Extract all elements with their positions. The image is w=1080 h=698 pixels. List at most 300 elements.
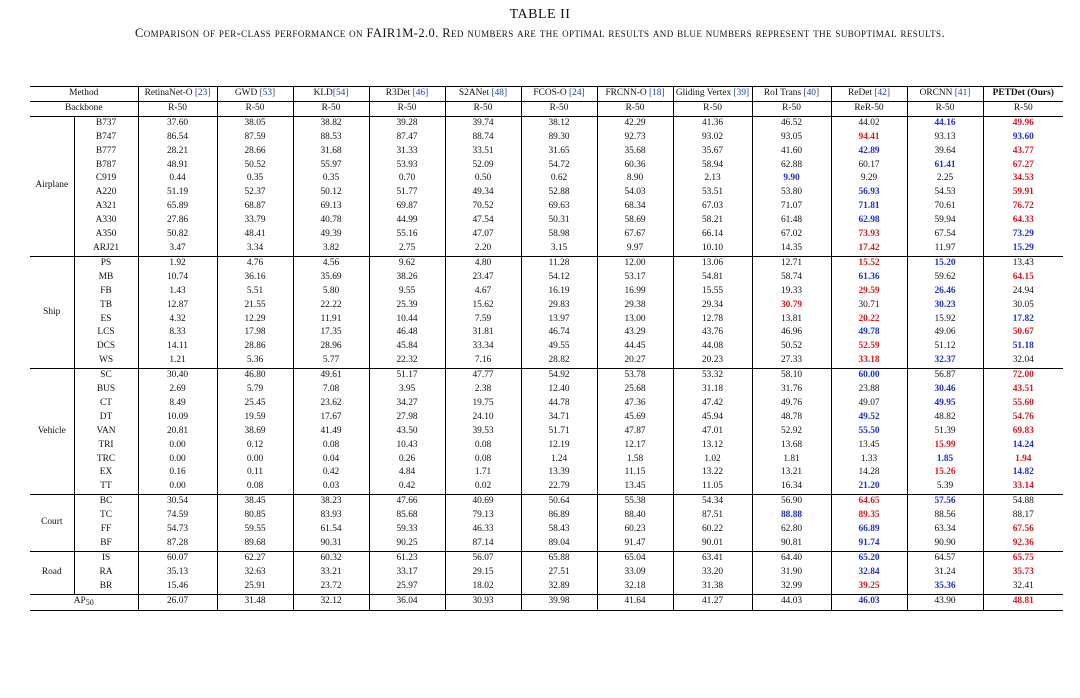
table-row [30,397,1063,411]
value-cell: 67.02 [752,228,831,242]
method-label: FRCNN-O [605,88,647,98]
value-cell: 34.53 [1012,173,1034,184]
ap-value: 43.90 [907,594,983,610]
citation-ref: [46] [412,88,429,98]
value-cell: 61.36 [831,271,907,285]
value-cell: 33.18 [831,354,907,368]
value-cell: 0.03 [293,480,369,494]
value-cell: 71.81 [831,200,907,214]
class-label: DCS [74,340,138,354]
method-name [597,87,673,102]
value-cell: 31.76 [752,383,831,397]
value-cell: 1.92 [138,256,217,270]
value-cell: 52.59 [831,340,907,354]
value-cell: 0.44 [138,172,217,186]
value-cell: 10.44 [369,313,445,327]
value-cell: 0.04 [293,453,369,467]
value-cell: 38.12 [521,116,597,130]
backbone-cell: R-50 [369,101,445,116]
value-cell: 53.51 [673,186,752,200]
value-cell: 70.61 [907,200,983,214]
value-cell: 48.82 [907,411,983,425]
value-cell: 12.19 [521,439,597,453]
value-cell: 43.51 [1012,384,1034,395]
value-cell: 0.35 [293,172,369,186]
value-cell: 17.35 [293,326,369,340]
value-cell: 44.02 [831,116,907,130]
value-cell: 0.00 [217,453,293,467]
table-row [30,411,1063,425]
value-cell: 88.53 [293,131,369,145]
value-cell: 5.51 [217,285,293,299]
value-cell: 12.17 [597,439,673,453]
method-name [445,87,521,102]
class-label: TB [74,299,138,313]
value-cell: 28.86 [217,340,293,354]
value-cell: 4.56 [293,256,369,270]
value-cell: 55.97 [293,159,369,173]
table-row [30,172,1063,186]
value-cell: 44.78 [521,397,597,411]
value-cell: 0.00 [138,439,217,453]
value-cell: 4.80 [445,256,521,270]
value-cell: 17.67 [293,411,369,425]
ap-text: AP [73,595,86,606]
value-cell: 74.59 [138,509,217,523]
value-cell: 57.56 [907,495,983,509]
value-cell: 31.38 [673,580,752,594]
value-cell: 10.09 [138,411,217,425]
ap-value: 41.64 [597,594,673,610]
value-cell: 9.97 [597,242,673,256]
value-cell: 0.35 [217,172,293,186]
value-cell: 30.54 [138,495,217,509]
backbone-cell: R-50 [673,101,752,116]
value-cell: 8.90 [597,172,673,186]
value-cell: 55.16 [369,228,445,242]
value-cell: 93.02 [673,131,752,145]
value-cell: 31.24 [907,566,983,580]
value-cell: 46.52 [752,116,831,130]
value-cell: 66.89 [831,523,907,537]
value-cell: 29.83 [521,299,597,313]
value-cell: 42.89 [831,145,907,159]
value-cell: 88.17 [1012,510,1034,521]
citation-ref: [41] [954,88,971,98]
value-cell: 51.19 [138,186,217,200]
value-cell: 31.68 [293,145,369,159]
value-cell: 13.39 [521,466,597,480]
class-label: ARJ21 [74,242,138,256]
value-cell: 47.54 [445,214,521,228]
table-row [30,495,1063,509]
class-label: MB [74,271,138,285]
value-cell: 54.12 [521,271,597,285]
value-cell: 47.66 [369,495,445,509]
method-label: R3Det [385,88,411,98]
table-row [30,186,1063,200]
value-cell: 12.71 [752,256,831,270]
table-row [30,383,1063,397]
value-cell: 41.49 [293,425,369,439]
value-cell: 89.30 [521,131,597,145]
value-cell: 46.48 [369,326,445,340]
value-cell: 15.20 [907,256,983,270]
value-cell: 50.12 [293,186,369,200]
value-cell: 1.94 [1015,453,1032,464]
value-cell: 35.73 [1012,566,1034,577]
value-cell: 35.13 [138,566,217,580]
value-cell: 61.48 [752,214,831,228]
value-cell: 0.70 [369,172,445,186]
value-cell: 5.77 [293,354,369,368]
value-cell: 39.74 [445,116,521,130]
value-cell: 12.87 [138,299,217,313]
value-cell: 65.89 [138,200,217,214]
table-row [30,214,1063,228]
method-name [983,87,1063,102]
method-name [138,87,217,102]
value-cell: 49.95 [907,397,983,411]
value-cell: 54.72 [521,159,597,173]
citation-ref: [42] [874,88,890,98]
value-cell: 60.32 [293,551,369,565]
value-cell: 62.27 [217,551,293,565]
value-cell: 29.38 [597,299,673,313]
ap-value: 36.04 [369,594,445,610]
value-cell: 86.89 [521,509,597,523]
table-row [30,439,1063,453]
value-cell: 5.79 [217,383,293,397]
value-cell: 19.59 [217,411,293,425]
value-cell: 43.29 [597,326,673,340]
value-cell: 54.73 [138,523,217,537]
group-label: Road [30,551,74,594]
value-cell: 9.90 [752,172,831,186]
value-cell: 3.15 [521,242,597,256]
value-cell: 0.08 [445,453,521,467]
value-cell: 49.61 [293,369,369,383]
value-cell: 29.15 [445,566,521,580]
value-cell: 53.78 [597,369,673,383]
table-row [30,200,1063,214]
class-label: WS [74,354,138,368]
value-cell: 27.33 [752,354,831,368]
value-cell: 92.36 [983,537,1063,551]
value-cell: 80.85 [217,509,293,523]
value-cell: 48.78 [752,411,831,425]
value-cell: 12.78 [673,313,752,327]
value-cell: 41.36 [673,116,752,130]
class-label: BF [74,537,138,551]
value-cell: 12.29 [217,313,293,327]
value-cell: 58.74 [752,271,831,285]
value-cell: 28.21 [138,145,217,159]
table-row [30,551,1063,565]
value-cell: 47.07 [445,228,521,242]
method-label: S2ANet [458,88,490,98]
ap-value: 31.48 [217,594,293,610]
ap-value: 41.27 [673,594,752,610]
ap-value: 44.03 [752,594,831,610]
value-cell: 54.03 [597,186,673,200]
value-cell: 31.90 [752,566,831,580]
value-cell: 58.98 [521,228,597,242]
value-cell: 32.63 [217,566,293,580]
value-cell: 64.33 [1012,215,1034,226]
table-row [30,271,1063,285]
value-cell: 18.02 [445,580,521,594]
table-row [30,453,1063,467]
backbone-cell: R-50 [138,101,217,116]
value-cell: 54.34 [673,495,752,509]
value-cell: 58.21 [673,214,752,228]
value-cell: 68.87 [217,200,293,214]
value-cell: 64.65 [831,495,907,509]
value-cell: 24.94 [1012,285,1034,296]
backbone-cell: ReR-50 [831,101,907,116]
value-cell: 2.13 [673,172,752,186]
value-cell: 23.62 [293,397,369,411]
ap-value: 30.93 [445,594,521,610]
value-cell: 71.07 [752,200,831,214]
method-label: PETDet (Ours) [992,88,1054,98]
value-cell: 23.47 [445,271,521,285]
ap-subscript: 50 [85,597,94,607]
value-cell: 9.29 [831,172,907,186]
backbone-header: Backbone [30,101,138,116]
table-row [30,340,1063,354]
value-cell: 25.45 [217,397,293,411]
citation-ref: [39] [733,88,750,98]
value-cell: 58.69 [597,214,673,228]
value-cell: 0.08 [293,439,369,453]
value-cell: 54.92 [521,369,597,383]
method-label: GWD [234,88,258,98]
method-name [673,87,752,102]
table-row [30,228,1063,242]
value-cell: 60.17 [831,159,907,173]
value-cell: 28.96 [293,340,369,354]
value-cell: 12.00 [597,256,673,270]
backbone-cell: R-50 [983,101,1063,116]
value-cell: 31.33 [369,145,445,159]
value-cell: 88.56 [907,509,983,523]
class-label: SC [74,369,138,383]
value-cell: 49.55 [521,340,597,354]
backbone-cell: R-50 [907,101,983,116]
class-label: EX [74,466,138,480]
value-cell: 87.47 [369,131,445,145]
class-label: PS [74,256,138,270]
value-cell: 58.94 [673,159,752,173]
method-name [217,87,293,102]
table-row [30,580,1063,594]
value-cell: 47.36 [597,397,673,411]
value-cell: 37.60 [138,116,217,130]
value-cell: 35.36 [907,580,983,594]
value-cell: 8.33 [138,326,217,340]
value-cell: 30.05 [1012,299,1034,310]
value-cell: 33.21 [293,566,369,580]
value-cell: 15.62 [445,299,521,313]
value-cell: 69.13 [293,200,369,214]
value-cell: 1.85 [907,453,983,467]
value-cell: 13.21 [752,466,831,480]
value-cell: 93.05 [752,131,831,145]
value-cell: 11.05 [673,480,752,494]
table-row [30,145,1063,159]
value-cell: 54.88 [983,495,1063,509]
value-cell: 1.43 [138,285,217,299]
value-cell: 35.68 [597,145,673,159]
method-label: FCOS-O [533,88,567,98]
value-cell: 5.36 [217,354,293,368]
page [0,6,1080,698]
value-cell: 2.75 [369,242,445,256]
value-cell: 16.99 [597,285,673,299]
class-label: ES [74,313,138,327]
table-row [30,523,1063,537]
value-cell: 55.60 [1012,397,1034,408]
value-cell: 23.88 [831,383,907,397]
value-cell: 13.43 [983,256,1063,270]
value-cell: 0.00 [138,453,217,467]
value-cell: 30.23 [907,299,983,313]
value-cell: 33.79 [217,214,293,228]
class-label: B787 [74,159,138,173]
value-cell: 20.22 [831,313,907,327]
table-row [30,299,1063,313]
value-cell: 56.90 [752,495,831,509]
value-cell: 4.32 [138,313,217,327]
value-cell: 4.76 [217,256,293,270]
value-cell: 13.22 [673,466,752,480]
value-cell: 51.17 [369,369,445,383]
value-cell: 65.75 [983,551,1063,565]
value-cell: 89.04 [521,537,597,551]
value-cell: 20.23 [673,354,752,368]
table-row [30,354,1063,368]
value-cell: 0.42 [369,480,445,494]
value-cell: 91.47 [597,537,673,551]
class-label: FB [74,285,138,299]
value-cell: 69.87 [369,200,445,214]
value-cell: 60.22 [673,523,752,537]
citation-ref: [53] [259,88,276,98]
value-cell: 0.08 [445,439,521,453]
class-label: FF [74,523,138,537]
value-cell: 52.88 [521,186,597,200]
value-cell: 1.24 [521,453,597,467]
value-cell: 67.03 [673,200,752,214]
value-cell: 13.00 [597,313,673,327]
class-label: VAN [74,425,138,439]
ap-row [30,594,1063,610]
value-cell: 26.46 [907,285,983,299]
value-cell: 60.36 [597,159,673,173]
value-cell: 65.88 [521,551,597,565]
value-cell: 11.28 [521,256,597,270]
value-cell: 24.10 [445,411,521,425]
value-cell: 10.10 [673,242,752,256]
table-row [30,242,1063,256]
class-label: RA [74,566,138,580]
value-cell: 17.82 [1012,313,1034,324]
value-cell: 15.46 [138,580,217,594]
method-name [521,87,597,102]
value-cell: 54.76 [1012,411,1034,422]
value-cell: 45.84 [369,340,445,354]
value-cell: 34.71 [521,411,597,425]
value-cell: 15.99 [907,439,983,453]
value-cell: 65.20 [831,551,907,565]
value-cell: 39.28 [369,116,445,130]
value-cell: 66.14 [673,228,752,242]
value-cell: 52.92 [752,425,831,439]
value-cell: 41.60 [752,145,831,159]
value-cell: 1.81 [752,453,831,467]
value-cell: 56.87 [907,369,983,383]
value-cell: 49.06 [907,326,983,340]
value-cell: 9.55 [369,285,445,299]
method-label: ORCNN [919,88,953,98]
value-cell: 32.18 [597,580,673,594]
method-label: ReDet [848,88,872,98]
value-cell: 67.54 [907,228,983,242]
value-cell: 2.20 [445,242,521,256]
value-cell: 68.34 [597,200,673,214]
value-cell: 3.47 [138,242,217,256]
value-cell: 59.55 [217,523,293,537]
value-cell: 39.53 [445,425,521,439]
class-label: IS [74,551,138,565]
citation-ref: [24] [569,88,585,98]
value-cell: 62.98 [831,214,907,228]
class-label: TT [74,480,138,494]
group-label: Court [30,495,74,552]
value-cell: 32.37 [907,354,983,368]
value-cell: 29.59 [831,285,907,299]
value-cell: 40.78 [293,214,369,228]
value-cell: 62.80 [752,523,831,537]
value-cell: 32.41 [983,580,1063,594]
table-row [30,116,1063,130]
value-cell: 5.80 [293,285,369,299]
class-label: BR [74,580,138,594]
value-cell: 30.40 [138,369,217,383]
value-cell: 22.79 [521,480,597,494]
value-cell: 49.07 [831,397,907,411]
value-cell: 59.62 [907,271,983,285]
value-cell: 79.13 [445,509,521,523]
value-cell: 65.04 [597,551,673,565]
table-row [30,285,1063,299]
value-cell: 25.91 [217,580,293,594]
value-cell: 49.96 [983,116,1063,130]
value-cell: 16.19 [521,285,597,299]
method-name [907,87,983,102]
ap-section [30,594,1063,610]
table-caption [0,6,1080,41]
value-cell: 51.18 [1012,341,1034,352]
table-row [30,131,1063,145]
table-row [30,313,1063,327]
method-name [831,87,907,102]
value-cell: 50.52 [752,340,831,354]
value-cell: 0.11 [217,466,293,480]
value-cell: 73.29 [1012,229,1034,240]
